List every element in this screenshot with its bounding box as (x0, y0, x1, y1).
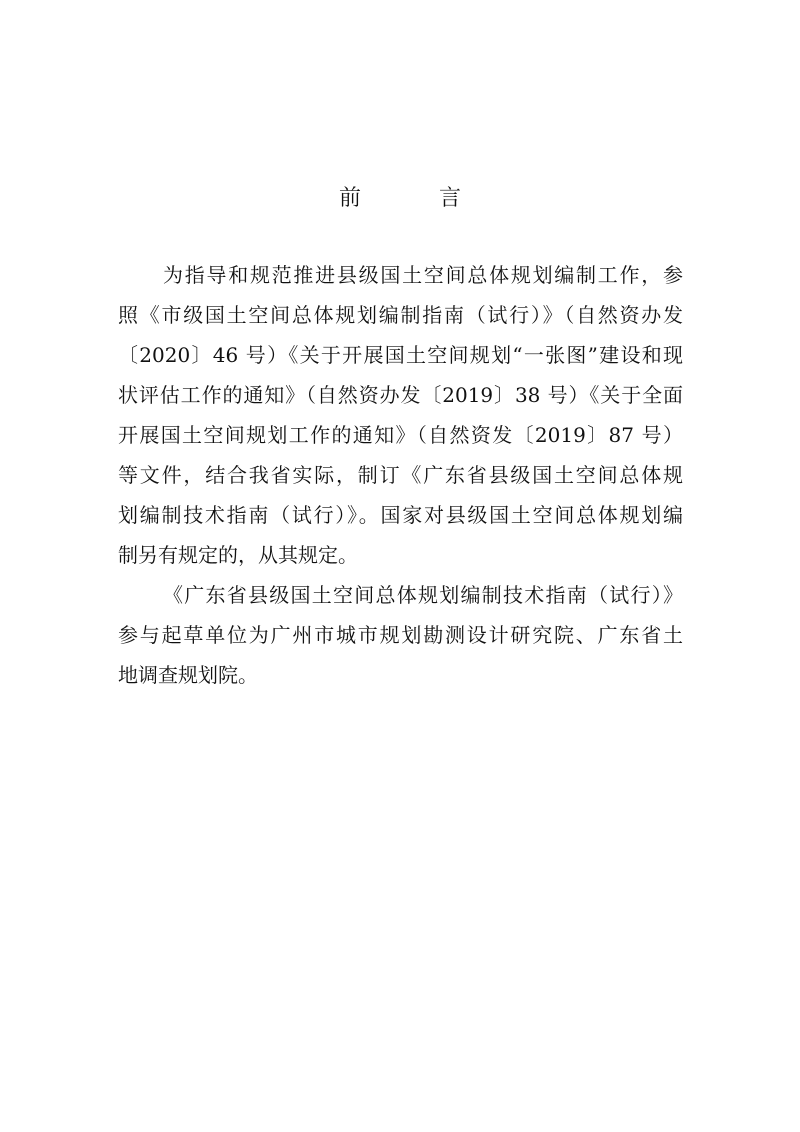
paragraph-1-line-6: 等文件，结合我省实际，制订《广东省县级国土空间总体规 (118, 463, 683, 487)
paragraph-1-line-4: 状评估工作的通知》（自然资办发〔2019〕38 号）《关于全面 (118, 383, 683, 407)
paragraph-1-line-5: 开展国土空间规划工作的通知》（自然资发〔2019〕87 号） (118, 423, 683, 447)
paragraph-2-line-3: 地调查规划院。 (118, 663, 258, 687)
paragraph-1-line-7: 划编制技术指南（试行）》。国家对县级国土空间总体规划编 (118, 503, 683, 527)
paragraph-2-line-1: 《广东省县级国土空间总体规划编制技术指南（试行）》 (163, 583, 683, 607)
paragraph-1-line-3: 〔2020〕46 号）《关于开展国土空间规划“一张图”建设和现 (118, 343, 683, 367)
paragraph-1-line-2: 照《市级国土空间总体规划编制指南（试行）》（自然资办发 (118, 303, 683, 327)
paragraph-2-line-2: 参与起草单位为广州市城市规划勘测设计研究院、广东省土 (118, 623, 683, 647)
page-title: 前 言 (338, 186, 489, 211)
paragraph-1-line-1: 为指导和规范推进县级国土空间总体规划编制工作，参 (163, 263, 683, 287)
paragraph-1-line-8: 制另有规定的，从其规定。 (118, 543, 358, 567)
